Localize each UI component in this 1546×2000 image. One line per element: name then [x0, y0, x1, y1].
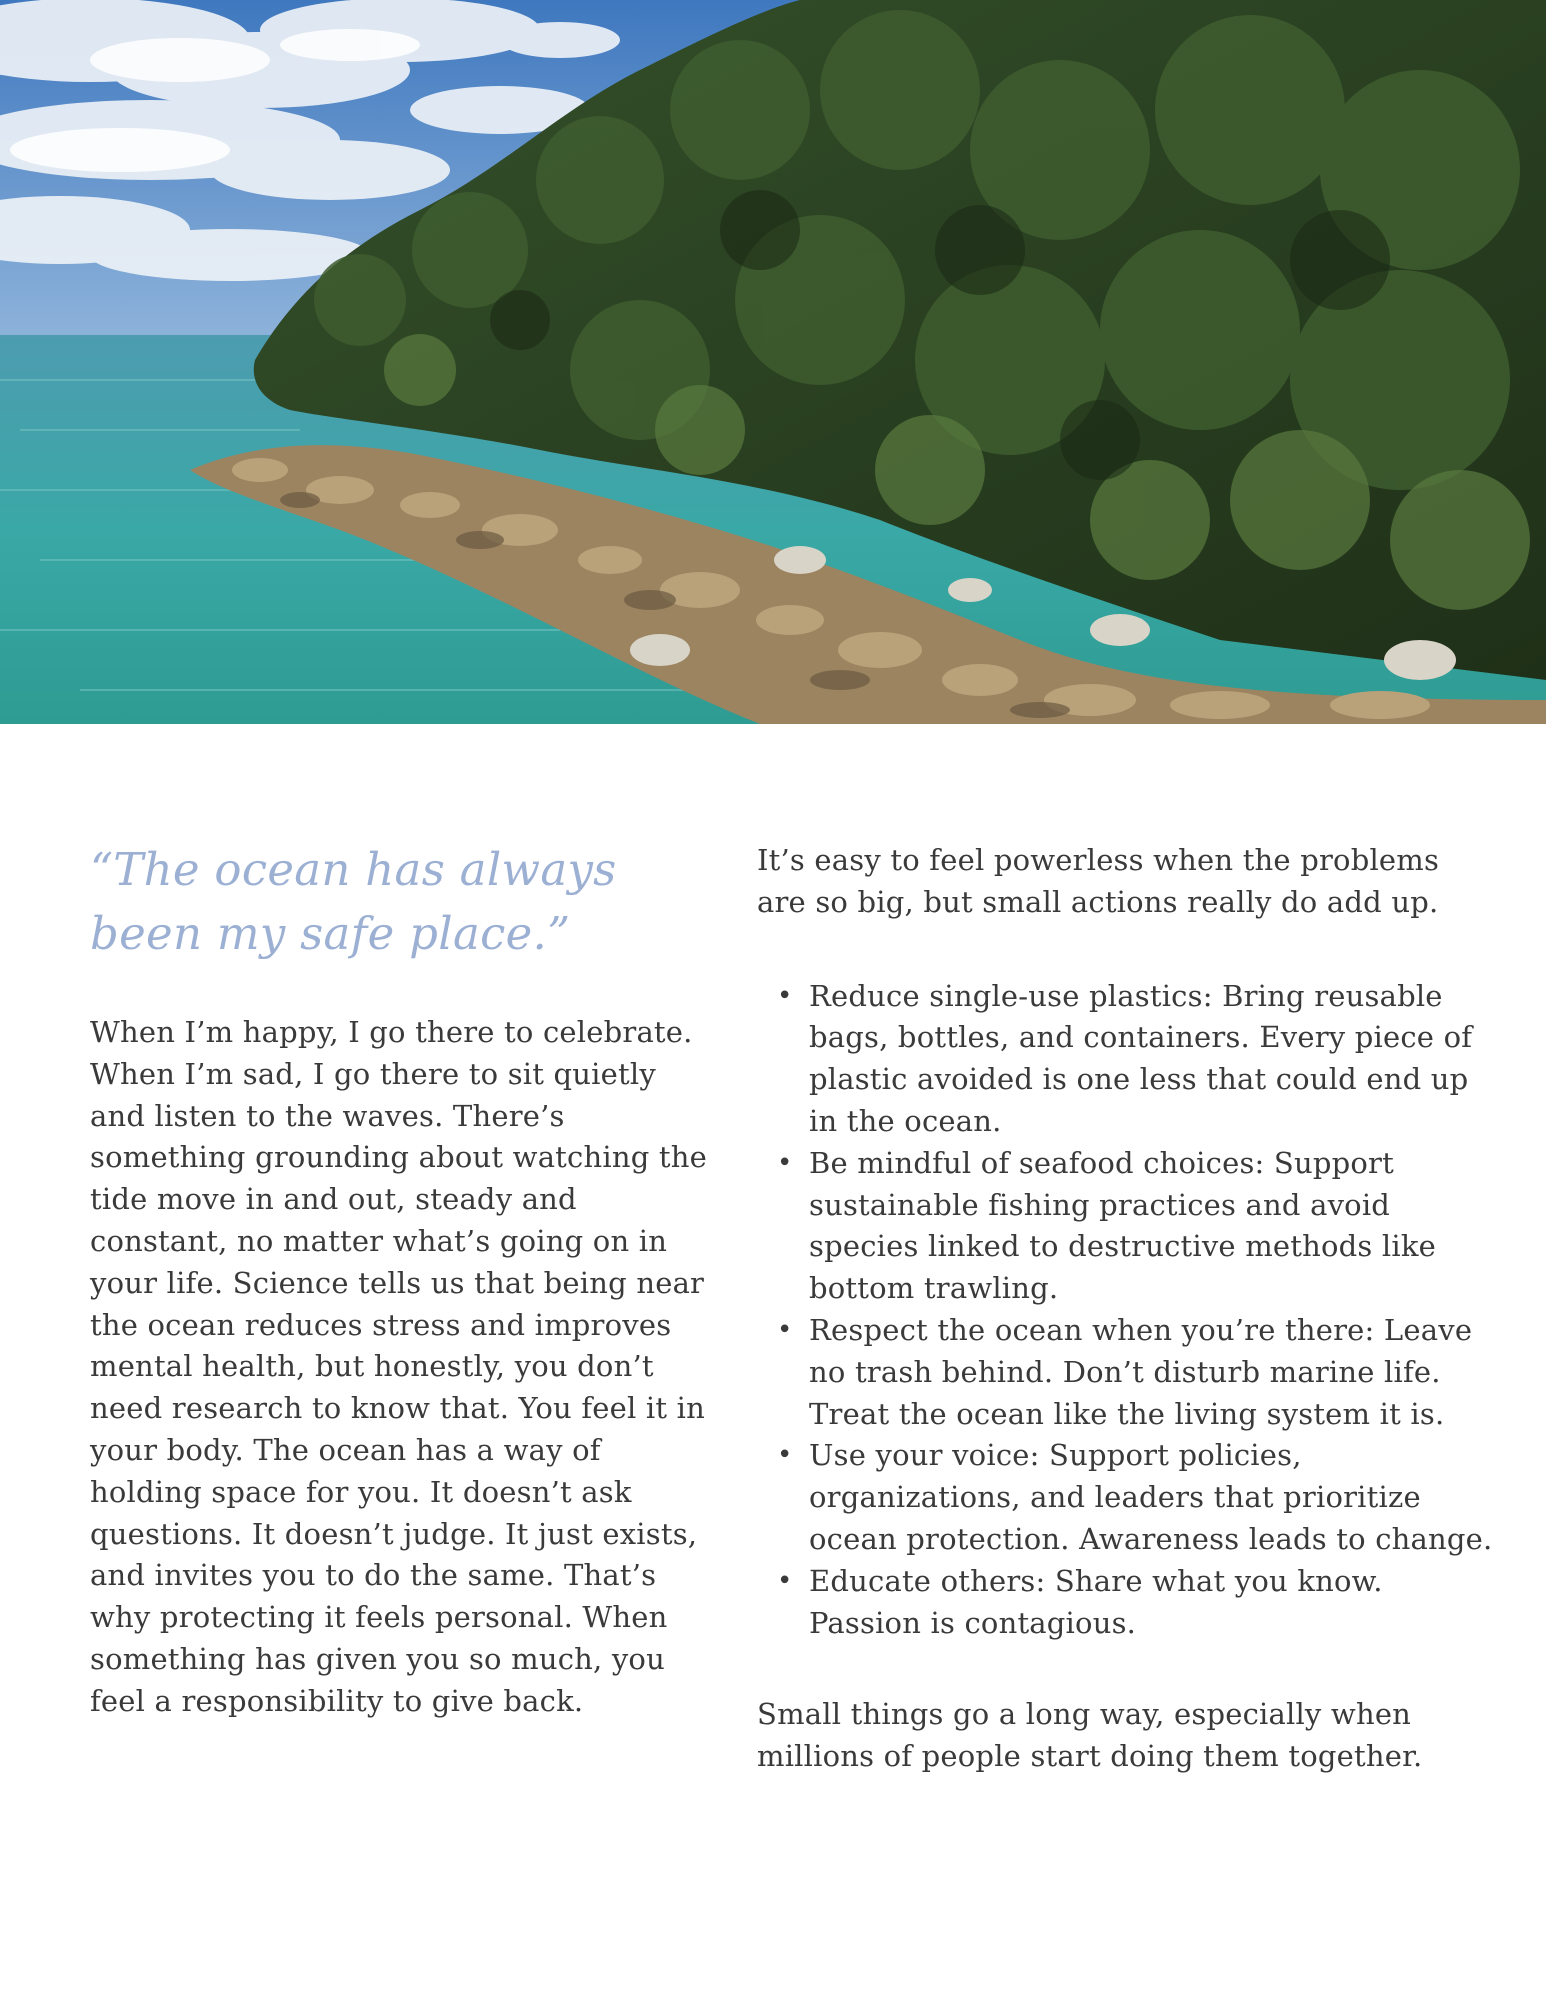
list-item — [757, 1310, 1497, 1435]
hero-photo — [0, 0, 1546, 724]
right-column — [757, 840, 1497, 1778]
left-body-paragraph: When I’m happy, I go there to celebrate. When I’m sad, I go there to sit quietly and listen to the waves. There’s something grounding about watching the tide move in and out, steady and constant, no matter what’s going on in your life. Science tells us that being near the ocean reduces stress and improves mental health, but honestly, you don’t need research to know that. You feel it in your body. The ocean has a way of holding space for you. It doesn’t ask questions. It doesn’t judge. It just exists, and invites you to do the same. That’s why protecting it feels personal. When something has given you so much, you feel a responsibility to give back. — [90, 1015, 707, 1718]
bullet-icon: • — [777, 1565, 793, 1596]
list-item-text: Respect the ocean when you’re there: Leave no trash behind. Don’t disturb marine life. Treat the ocean like the living system it is. — [809, 1312, 1473, 1431]
bullet-icon: • — [777, 980, 793, 1011]
bullet-icon: • — [777, 1147, 793, 1178]
bullet-icon: • — [777, 1314, 793, 1345]
list-item-text: Use your voice: Support policies, organizations, and leaders that prioritize ocean protection. Awareness leads to change. — [809, 1438, 1493, 1556]
list-item — [757, 976, 1497, 1143]
list-item — [757, 1435, 1497, 1560]
left-column — [90, 838, 710, 1723]
pull-quote: “The ocean has always been my safe place.” — [90, 843, 617, 960]
bullet-icon: • — [777, 1440, 793, 1471]
list-item — [757, 1143, 1497, 1310]
action-list — [757, 976, 1497, 1645]
list-item-text: Be mindful of seafood choices: Support sustainable fishing practices and avoid species linked to destructive methods like bottom trawling. — [809, 1145, 1437, 1306]
coastline-photo-icon — [0, 0, 1546, 724]
right-intro-paragraph: It’s easy to feel powerless when the problems are so big, but small actions really do add up. — [757, 843, 1440, 919]
list-item — [757, 1561, 1497, 1645]
list-item-text: Educate others: Share what you know. Passion is contagious. — [809, 1563, 1383, 1640]
list-item-text: Reduce single-use plastics: Bring reusable bags, bottles, and containers. Every piece of plastic avoided is one less that could end up in the ocean. — [809, 978, 1473, 1138]
closing-paragraph: Small things go a long way, especially when millions of people start doing them together. — [757, 1697, 1423, 1774]
